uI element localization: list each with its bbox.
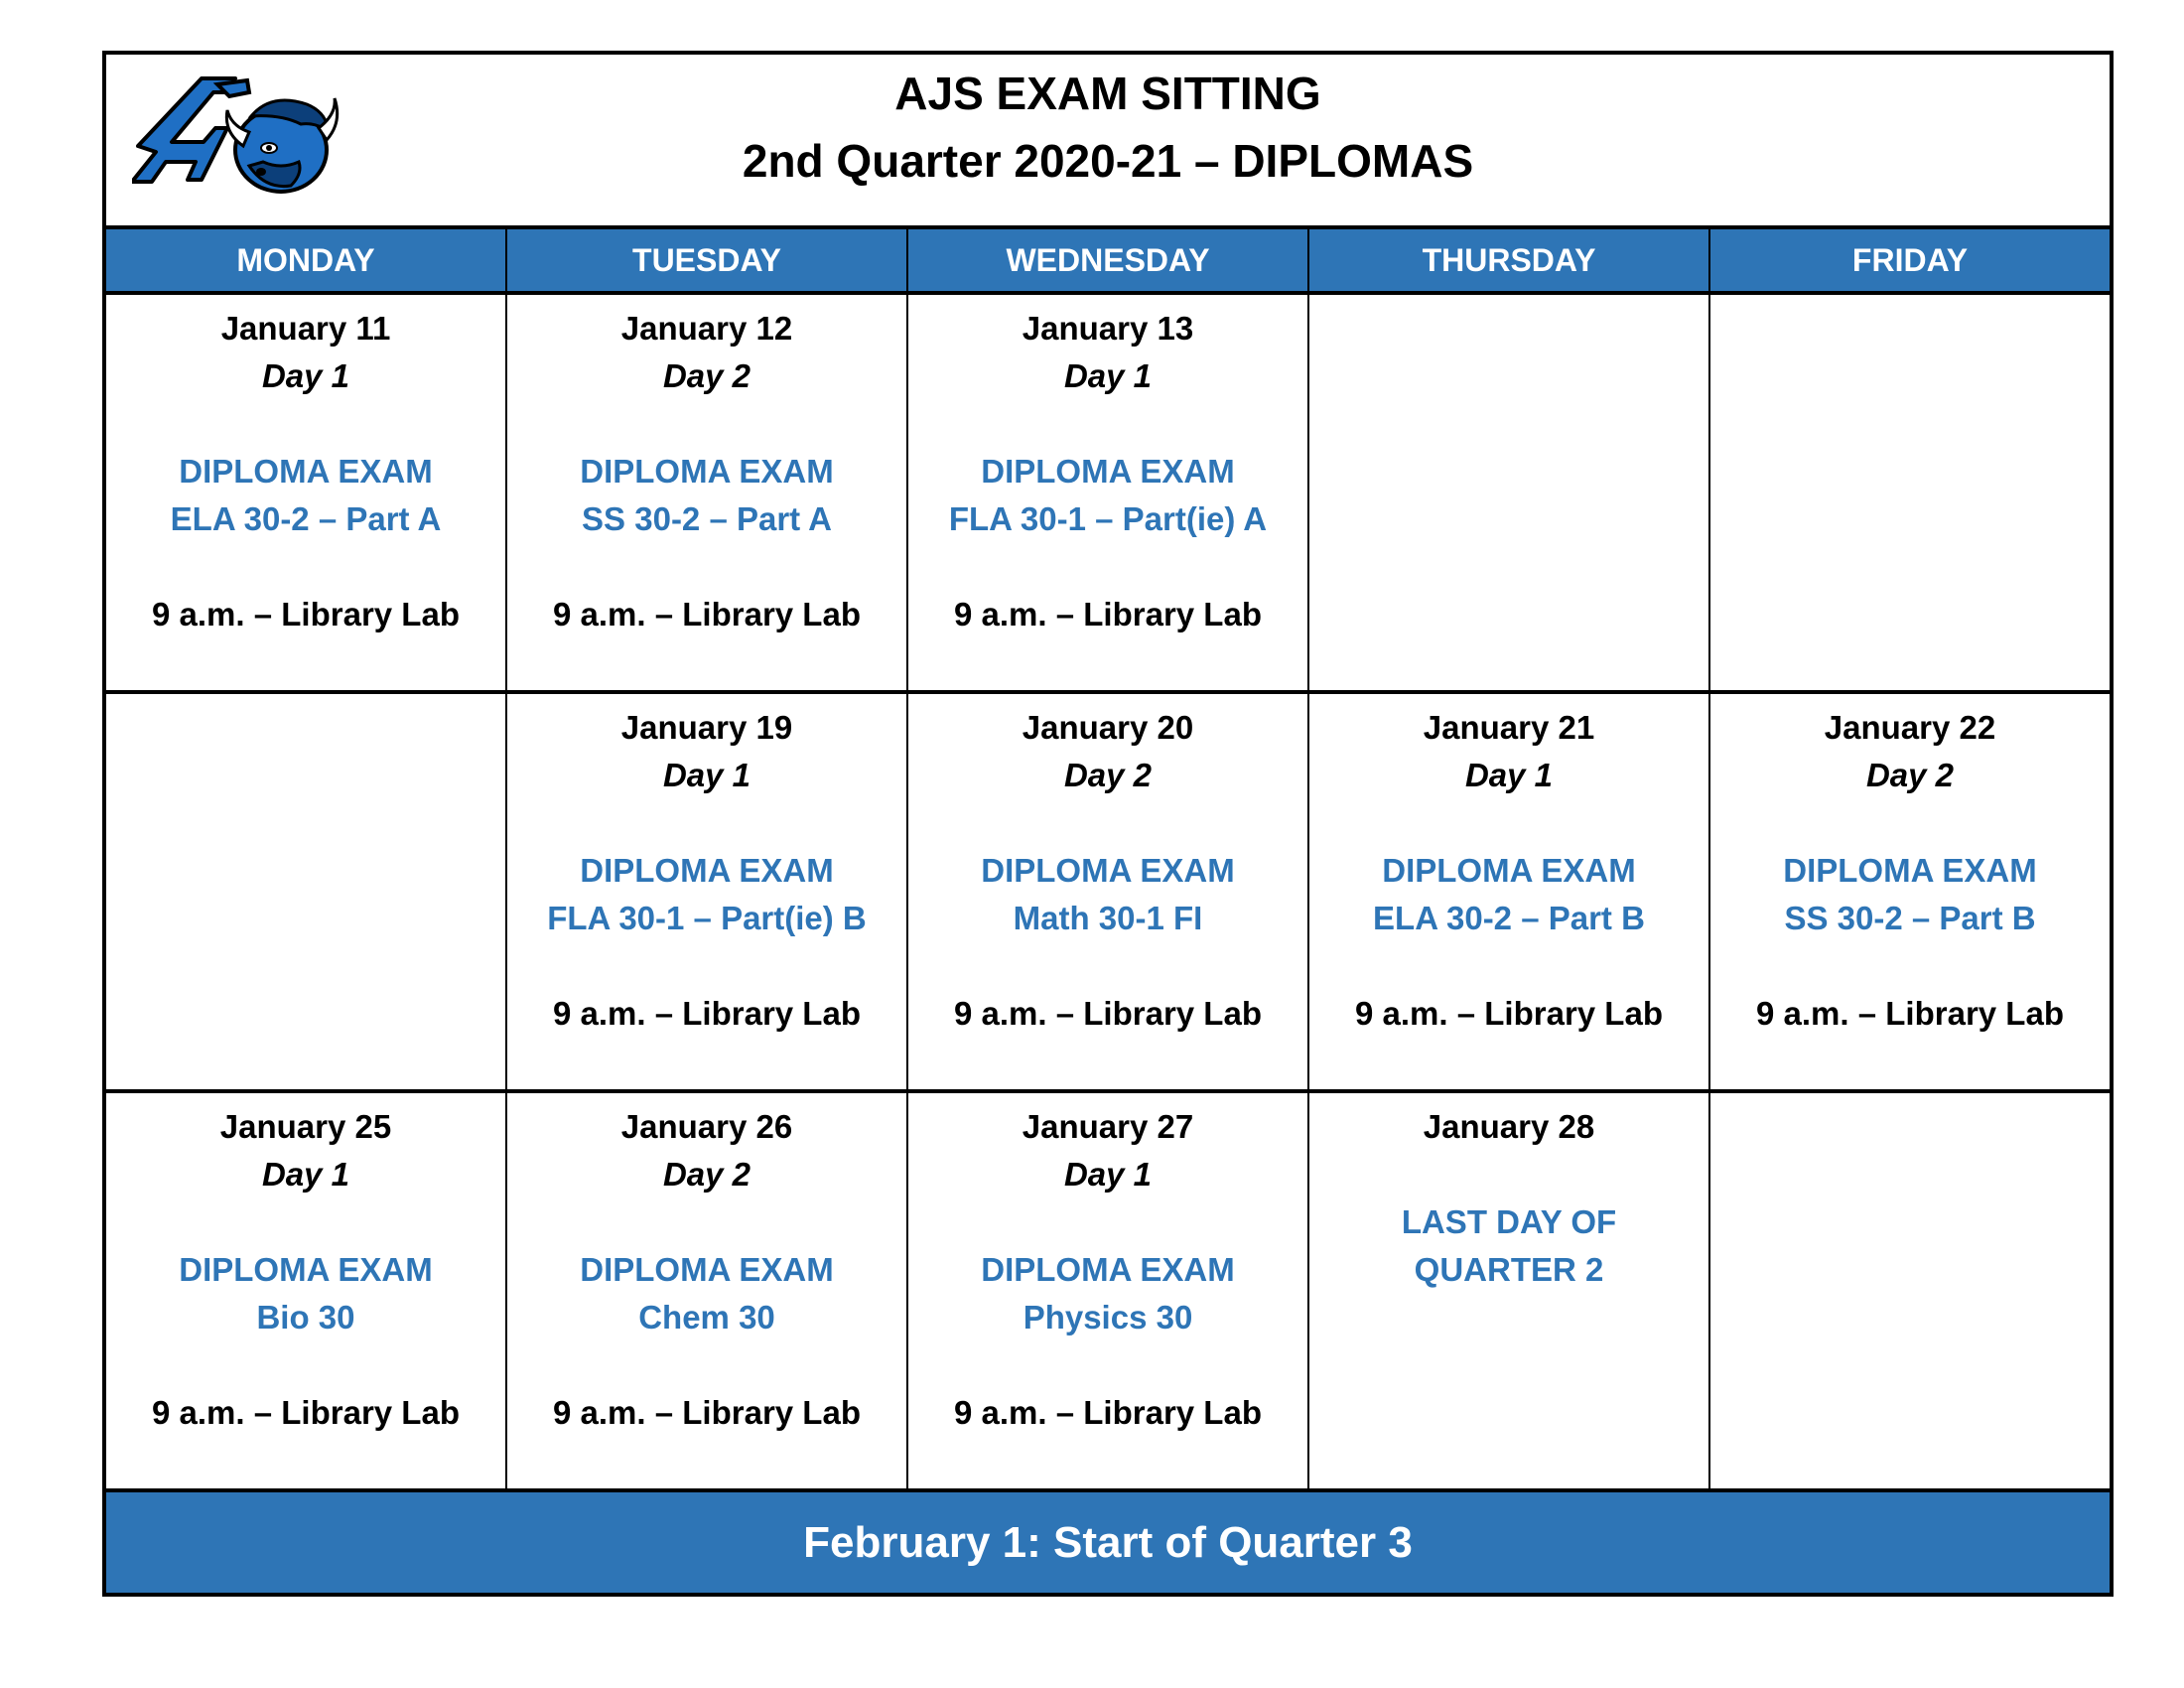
cell-exam-time: 9 a.m. – Library Lab: [954, 1394, 1262, 1431]
cell-day-number: Day 2: [662, 1156, 751, 1193]
calendar-cell: [1309, 1093, 1710, 1488]
calendar-cell: [908, 694, 1309, 1089]
cell-exam-title: DIPLOMA EXAM: [580, 453, 834, 490]
cell-exam-time: 9 a.m. – Library Lab: [553, 995, 861, 1032]
cell-day-number: Day 1: [1063, 357, 1153, 394]
page-subtitle: 2nd Quarter 2020-21 – DIPLOMAS: [742, 135, 1474, 187]
weekday-header-wednesday: WEDNESDAY: [908, 229, 1309, 291]
cell-exam-time: 9 a.m. – Library Lab: [1355, 995, 1663, 1032]
cell-date: January 11: [220, 310, 391, 347]
calendar-cell-empty: [1710, 295, 2110, 690]
week-row: [106, 694, 2110, 1093]
cell-exam-course: SS 30-2 – Part B: [1784, 900, 2036, 936]
calendar-cell: [1710, 694, 2110, 1089]
cell-exam-time: 9 a.m. – Library Lab: [553, 1394, 861, 1431]
calendar-cell: [106, 1093, 507, 1488]
cell-date: January 27: [1022, 1108, 1194, 1145]
calendar-cell: [507, 694, 908, 1089]
cell-day-number: Day 1: [261, 357, 350, 394]
footer-banner: February 1: Start of Quarter 3: [106, 1492, 2110, 1593]
cell-exam-course: ELA 30-2 – Part A: [170, 500, 442, 537]
cell-exam-title: DIPLOMA EXAM: [1382, 852, 1636, 889]
cell-exam-title: DIPLOMA EXAM: [580, 1251, 834, 1288]
cell-date: January 26: [620, 1108, 793, 1145]
cell-note-line2: QUARTER 2: [1414, 1251, 1604, 1288]
cell-exam-time: 9 a.m. – Library Lab: [553, 596, 861, 633]
cell-date: January 21: [1423, 709, 1595, 746]
calendar-cell: [507, 295, 908, 690]
cell-exam-time: 9 a.m. – Library Lab: [152, 596, 460, 633]
calendar-grid: [106, 295, 2110, 1492]
cell-exam-title: DIPLOMA EXAM: [1783, 852, 2037, 889]
calendar-cell-empty: [1710, 1093, 2110, 1488]
page-title: AJS EXAM SITTING: [894, 68, 1321, 119]
cell-date: January 19: [620, 709, 793, 746]
cell-note-line1: LAST DAY OF: [1401, 1203, 1617, 1240]
cell-exam-course: FLA 30-1 – Part(ie) A: [948, 500, 1268, 537]
cell-exam-course: Math 30-1 FI: [1013, 900, 1203, 936]
cell-exam-title: DIPLOMA EXAM: [981, 1251, 1235, 1288]
cell-exam-course: ELA 30-2 – Part B: [1373, 900, 1645, 936]
cell-exam-title: DIPLOMA EXAM: [981, 453, 1235, 490]
cell-exam-course: Physics 30: [1023, 1299, 1193, 1336]
cell-exam-title: DIPLOMA EXAM: [580, 852, 834, 889]
cell-exam-title: DIPLOMA EXAM: [981, 852, 1235, 889]
cell-day-number: Day 1: [261, 1156, 350, 1193]
schedule-header: [106, 55, 2110, 229]
cell-exam-time: 9 a.m. – Library Lab: [954, 596, 1262, 633]
cell-exam-time: 9 a.m. – Library Lab: [1756, 995, 2064, 1032]
cell-date: January 12: [620, 310, 793, 347]
weekday-header-row: [106, 229, 2110, 295]
cell-exam-time: 9 a.m. – Library Lab: [954, 995, 1262, 1032]
cell-exam-title: DIPLOMA EXAM: [179, 453, 433, 490]
calendar-cell: [908, 295, 1309, 690]
cell-day-number: Day 2: [1063, 757, 1153, 793]
week-row: [106, 1093, 2110, 1492]
calendar-cell: [106, 295, 507, 690]
weekday-header-friday: FRIDAY: [1851, 241, 1969, 278]
calendar-cell-empty: [1309, 295, 1710, 690]
cell-exam-course: Chem 30: [638, 1299, 775, 1336]
cell-date: January 13: [1022, 310, 1194, 347]
cell-exam-course: FLA 30-1 – Part(ie) B: [547, 900, 867, 936]
cell-exam-title: DIPLOMA EXAM: [179, 1251, 433, 1288]
cell-day-number: Day 2: [1865, 757, 1955, 793]
cell-exam-course: SS 30-2 – Part A: [582, 500, 832, 537]
cell-day-number: Day 1: [1063, 1156, 1153, 1193]
cell-date: January 28: [1423, 1108, 1595, 1145]
cell-date: January 20: [1022, 709, 1194, 746]
cell-day-number: Day 1: [1464, 757, 1554, 793]
weekday-header-tuesday: TUESDAY: [507, 229, 908, 291]
exam-schedule-frame: [102, 51, 2114, 1597]
calendar-cell: [1309, 694, 1710, 1089]
cell-day-number: Day 2: [662, 357, 751, 394]
cell-exam-course: Bio 30: [256, 1299, 355, 1336]
calendar-cell: [507, 1093, 908, 1488]
calendar-cell-empty: [106, 694, 507, 1089]
calendar-cell: [908, 1093, 1309, 1488]
week-row: [106, 295, 2110, 694]
cell-date: January 25: [219, 1108, 392, 1145]
cell-day-number: Day 1: [662, 757, 751, 793]
weekday-header-thursday: THURSDAY: [1309, 229, 1710, 291]
cell-date: January 22: [1824, 709, 1996, 746]
cell-exam-time: 9 a.m. – Library Lab: [152, 1394, 460, 1431]
weekday-header-monday: MONDAY: [106, 229, 507, 291]
